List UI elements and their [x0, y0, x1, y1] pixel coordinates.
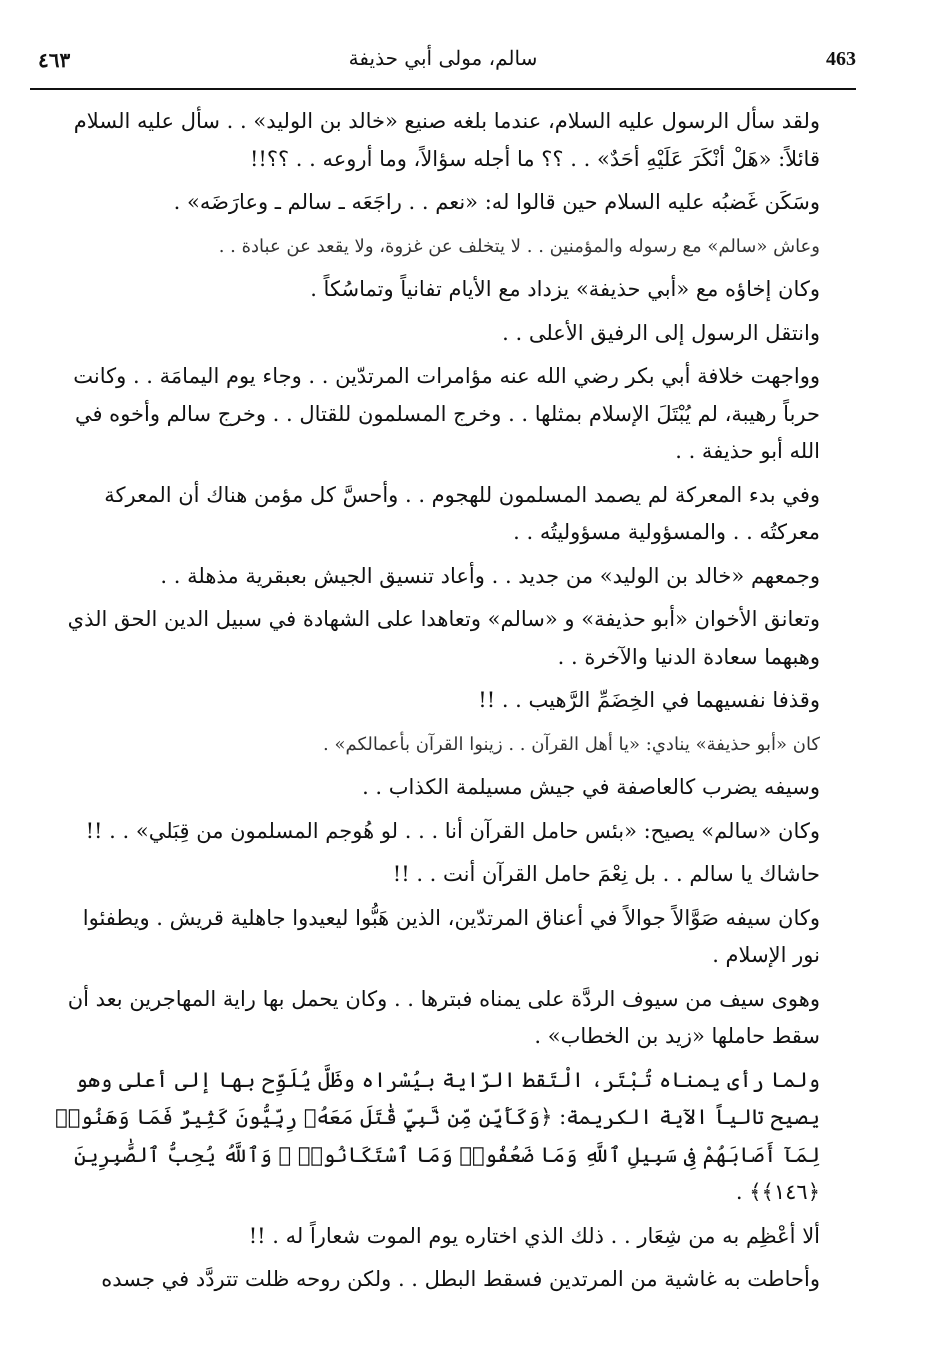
paragraph-7: وفي بدء المعركة لم يصمد المسلمون للهجوم . . وأحسَّ كل مؤمن هناك أن المعركة معركتُه . . والمسؤولية مسؤوليتُه . . — [104, 482, 820, 544]
paragraph-5: وانتقل الرسول إلى الرفيق الأعلى . . — [502, 320, 820, 345]
paragraph-2: وسَكَن غَضبُه عليه السلام حين قالوا له: «نعم . . راجَعَه ـ سالم ـ وعارَضَه» . — [173, 190, 820, 214]
paragraph-1: ولقد سأل الرسول عليه السلام، عندما بلغه صنيع «خالد بن الوليد» . . سأل عليه السلام قائلاً: «هَلْ أنْكَرَ عَلَيْهِ أحَدٌ» . . ؟؟ ما أجله سؤالاً، وما أروعه . . ؟؟!! — [73, 109, 820, 171]
paragraph-11: كان «أبو حذيفة» ينادي: «يا أهل القرآن . . زينوا القرآن بأعمالكم» . — [323, 733, 820, 755]
paragraph-17: ولما رأى يمناه تُبْتَر، الْتَقط الرّاية بيُسْراه وظَلَّ يُلَوِّح بها إلى أعلى وهو يصيح تالياً الآية الكريمة: ﴿وَكَأَيِّن مِّن نَّبِيٍّ قَٰتَلَ مَعَهُۥ رِبِّيُّونَ كَثِيرٌ فَمَا وَهَنُوا۟ لِمَآ أَصَابَهُمْ فِى سَبِيلِ ٱللَّهِ وَمَا ضَعُفُوا۟ وَمَا ٱسْتَكَانُوا۟ ۗ وَٱللَّهُ يُحِبُّ ٱلصَّٰبِرِينَ ﴿١٤٦﴾﴾ . — [55, 1067, 820, 1204]
paragraph-4: وكان إخاؤه مع «أبي حذيفة» يزداد مع الأيام تفانياً وتماسُكاً . — [310, 277, 820, 301]
page-number-latin: 463 — [826, 48, 856, 70]
paragraph-18: ألا أعْظِم به من شِعَار . . ذلك الذي اختاره يوم الموت شعاراً له . !! — [248, 1223, 820, 1248]
paragraph-12: وسيفه يضرب كالعاصفة في جيش مسيلمة الكذاب . . — [362, 775, 820, 799]
paragraph-19: وأحاطت به غاشية من المرتدين فسقط البطل . . ولكن روحه ظلت تتردَّد في جسده — [101, 1267, 820, 1291]
paragraph-14: حاشاك يا سالم . . بل نِعْمَ حامل القرآن أنت . . !! — [392, 862, 820, 886]
paragraph-3: وعاش «سالم» مع رسوله والمؤمنين . . لا يتخلف عن غزوة، ولا يقعد عن عبادة . . — [218, 235, 820, 257]
body-text — [52, 103, 862, 1305]
running-title: سالم، مولى أبي حذيفة — [348, 46, 538, 70]
page-number-arabic: ٤٦٣ — [38, 48, 71, 72]
paragraph-10: وقذفا نفسيهما في الخِضَمِّ الرَّهيب . . !! — [478, 688, 820, 712]
page-header — [30, 42, 856, 78]
header-rule — [30, 88, 856, 90]
paragraph-8: وجمعهم «خالد بن الوليد» من جديد . . وأعاد تنسيق الجيش بعبقرية مذهلة . . — [160, 563, 820, 588]
paragraph-9: وتعانق الأخوان «أبو حذيفة» و «سالم» وتعاهدا على الشهادة في سبيل الدين الحق الذي وهبهما سعادة الدنيا والآخرة . . — [67, 607, 820, 669]
paragraph-13: وكان «سالم» يصيح: «بئس حامل القرآن أنا . . . لو هُوجم المسلمون من قِبَلي» . . !! — [85, 818, 820, 843]
paragraph-6: وواجهت خلافة أبي بكر رضي الله عنه مؤامرات المرتدّين . . وجاء يوم اليمامَة . . وكانت حرباً رهيبة، لم يُبْتَلَ الإسلام بمثلها . . وخرج المسلمون للقتال . . وخرج سالم وأخوه في الله أبو حذيفة . . — [73, 364, 820, 463]
paragraph-15: وكان سيفه صَوَّالاً جوالاً في أعناق المرتدّين، الذين هَبُّوا ليعيدوا جاهلية قريش . ويطفئوا نور الإسلام . — [82, 905, 820, 967]
paragraph-16: وهوى سيف من سيوف الردَّة على يمناه فبترها . . وكان يحمل بها راية المهاجرين بعد أن سقط حاملها «زيد بن الخطاب» . — [67, 986, 820, 1048]
